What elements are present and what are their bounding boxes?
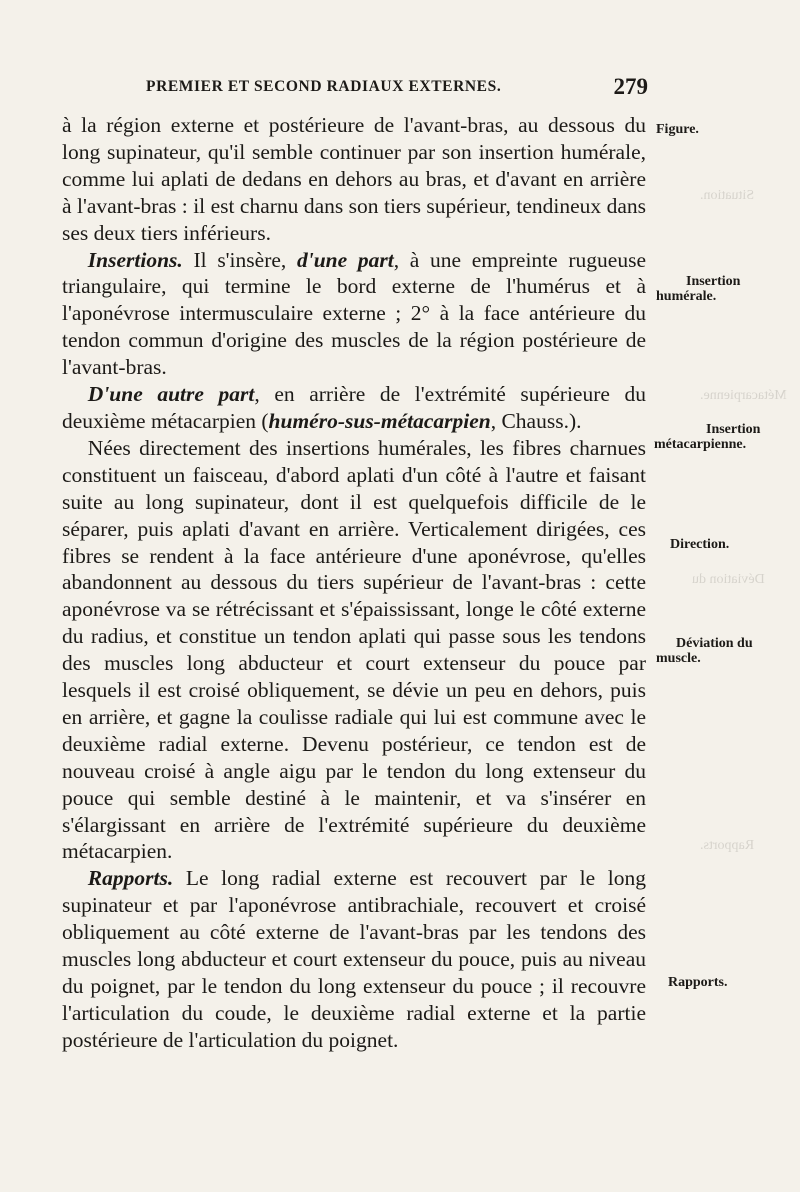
section-lead-insertions: Insertions. [87,247,183,272]
bleed-through-mark: Situation. [700,188,755,203]
text-run: , à une empreinte rugueuse triangulaire, qui termine le bord externe de l'humérus et à l'aponévrose intermusculaire externe ; 2° à la face antérieure du tendon commun d'origine des muscles de la région postérieure de l'avant-bras. [62,247,646,380]
emphasis-text: huméro-sus-métacarpien [268,408,491,433]
margin-note-text: Insertion [686,274,741,289]
paragraph-rapports [62,865,646,1053]
margin-note-figure [656,122,776,137]
section-lead-other-part: D'une autre part [87,382,255,407]
margin-note-insertion-humerale [656,274,800,304]
text-run: , Chauss.). [490,408,582,433]
text-run: Il s'insère, [182,247,297,272]
paragraph-description: à la région externe et postérieure de l'avant-bras, au dessous du long supinateur, qu'il semble continuer par son insertion humérale, comme lui aplati de dedans en dehors au bras, et d'avant en arrière à l'avant-bras : il est charnu dans son tiers supérieur, tendineux dans ses deux tiers inférieurs. [62,113,646,245]
body-text [62,112,646,1054]
paragraph-insertions [62,247,646,382]
page-header [60,74,652,104]
margin-note-text: Rapports. [668,975,728,990]
margin-note-direction [670,537,790,552]
page-number: 279 [613,74,648,99]
emphasis-text: d'une part [296,247,394,272]
text-run: , en arrière de l'extrémité supérieure du deuxième métacarpien ( [62,382,647,433]
paragraph-other-insertion [62,381,646,435]
margin-note-text: Figure. [656,122,699,137]
running-head: PREMIER ET SECOND RADIAUX EXTERNES. [146,78,502,95]
bleed-through-mark: Rapports. [700,838,755,853]
margin-note-text: Insertion [706,422,761,437]
margin-note-text: humérale. [656,289,717,304]
margin-note-rapports [668,975,788,990]
bleed-through-mark: Métacarpienne. [700,388,787,403]
margin-note-text: muscle. [656,651,701,666]
margin-note-deviation [656,636,796,666]
text-run: Le long radial externe est recouvert par le long supinateur et par l'aponévrose antibrachiale, recouvert et croisé obliquement au côté externe de l'avant-bras par les tendons des muscles long abducteur et court extenseur du pouce, puis au niveau du poignet, par le tendon du long extenseur du pouce ; il recouvre l'articulation du coude, le deuxième radial externe et la partie postérieure de l'articulation du poignet. [62,866,646,1052]
margin-note-text: Direction. [670,537,730,552]
section-lead-rapports: Rapports. [87,866,174,891]
margin-note-insertion-metacarpienne [654,422,800,452]
bleed-through-mark: Déviation du [692,572,765,587]
margin-note-text: Déviation du [676,636,753,651]
margin-note-text: métacarpienne. [654,437,747,452]
paragraph-direction: Nées directement des insertions humérales, les fibres charnues constituent un faisceau, d'abord aplati d'un côté à l'autre et faisant suite au long supinateur, dont il est quelquefois difficile de le séparer, puis aplati d'avant en arrière. Verticalement dirigées, ces fibres se rendent à la face antérieure d'une aponévrose, qu'elles abandonnent au dessous du tiers supérieur de l'avant-bras : cette aponévrose va se rétrécissant et s'épaississant, longe le côté externe du radius, et constitue un tendon aplati qui passe sous les tendons des muscles long abducteur et court extenseur du pouce par lesquels il est croisé obliquement, se dévie un peu en dehors, puis en arrière, et gagne la coulisse radiale qui lui est commune avec le deuxième radial externe. Devenu postérieur, ce tendon est de nouveau croisé à angle aigu par le tendon du long extenseur du pouce qui semble destiné à le maintenir, et va s'insérer en s'élargissant en arrière de l'extrémité supérieure du deuxième métacarpien. [62,435,646,864]
